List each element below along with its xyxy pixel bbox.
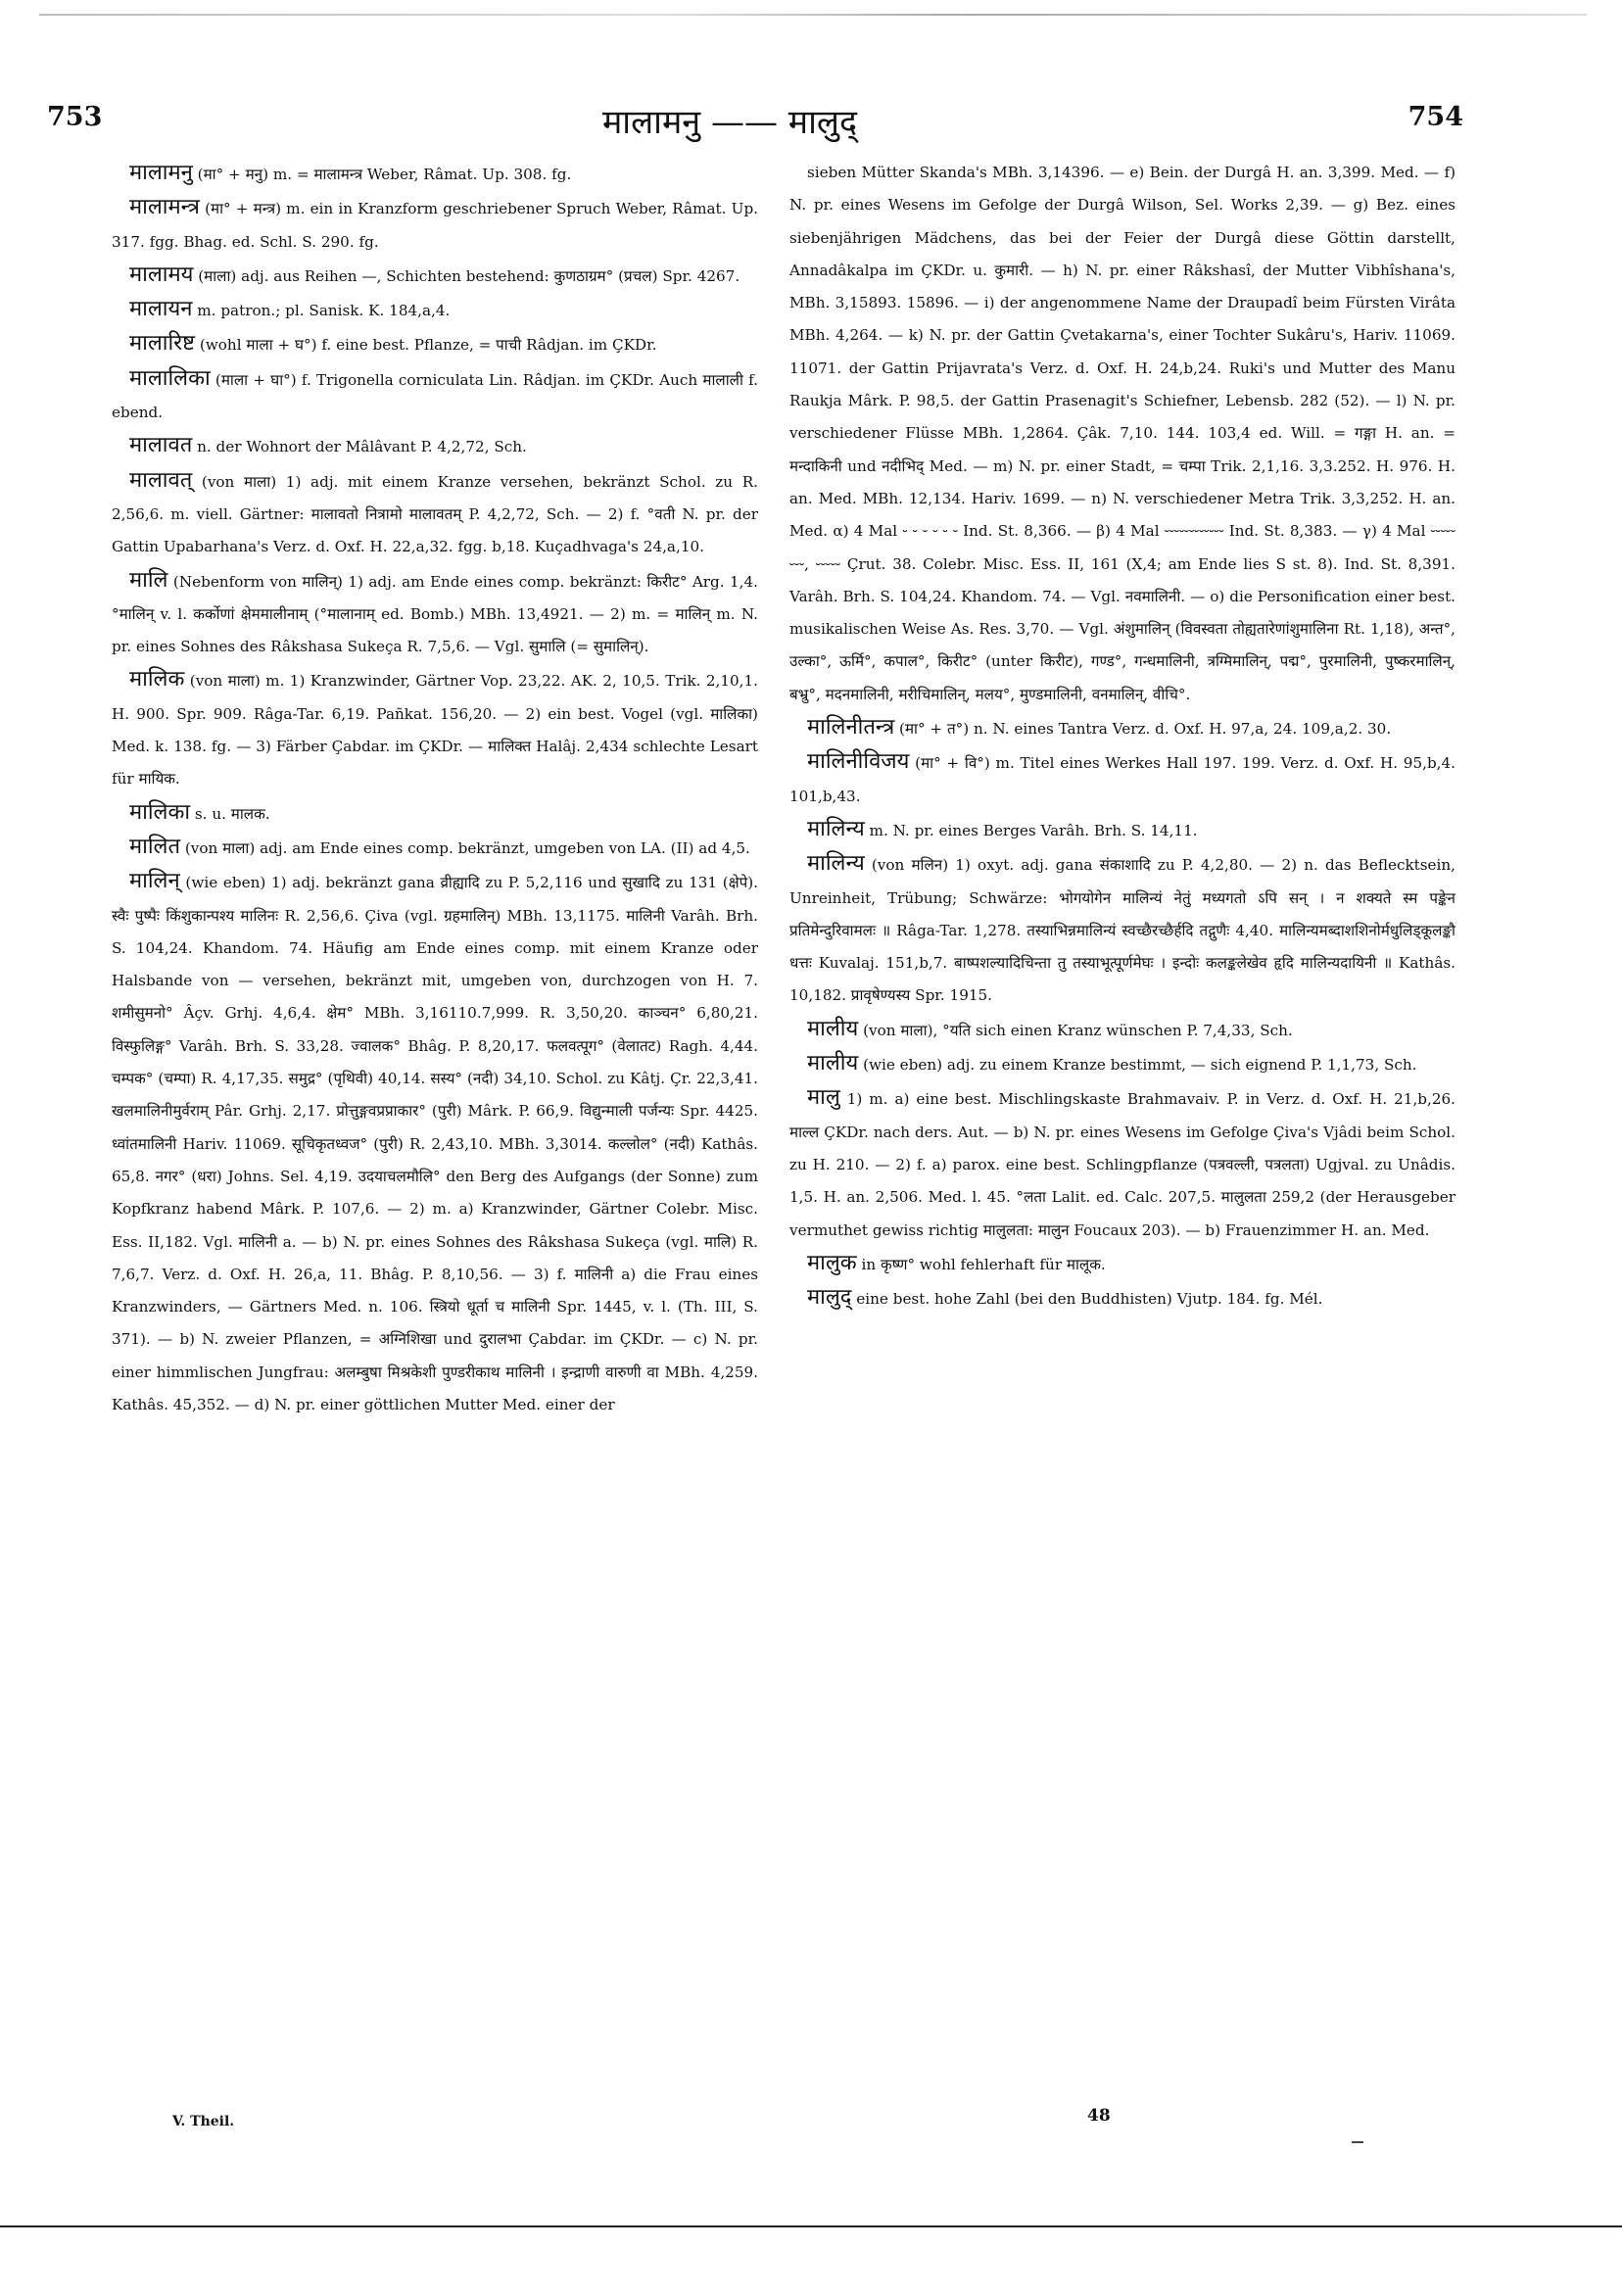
entry-text: m. patron.; pl. Sanisk. K. 184,a,4. — [197, 302, 451, 320]
entry-text: (Nebenform von मालिन्) 1) adj. am Ende eines comp. bekränzt: किरीट° Arg. 1,4. °मालिन् v. l. कर्कोणां क्षेममालीनाम् (°मालानाम् ed. Bomb.) MBh. 13,4921. — 2) m. = मालिन् m. N. pr. eines Sohnes des Râkshasa Sukeça R. 7,5,6. — Vgl. सुमालि (= सुमालिन्). — [112, 572, 758, 656]
dictionary-entry — [789, 1047, 1455, 1081]
dictionary-entry — [112, 259, 758, 293]
entry-text: m. N. pr. eines Berges Varâh. Brh. S. 14,11. — [869, 821, 1198, 839]
entry-headword: मालायन — [129, 297, 193, 322]
entry-headword: मालिनीतन्त्र — [807, 715, 895, 741]
entry-headword: मालिक — [129, 667, 185, 693]
entry-headword: मालिनीविजय — [807, 749, 910, 775]
entry-text: s. u. मालक. — [194, 804, 270, 823]
dictionary-entry — [789, 157, 1455, 711]
dictionary-entry — [789, 1247, 1455, 1281]
entry-text: sieben Mütter Skanda's MBh. 3,14396. — e) Bein. der Durgâ H. an. 3,399. Med. — f) N. pr. eines Wesens im Gefolge der Durgâ Wilson, Sel. Works 2,39. — g) Bez. eines siebenjährigen Mädchens, das bei der Feier der Durgâ diese Göttin darstellt, Annadâkalpa im ÇKDr. u. कुमारी. — h) N. pr. einer Râkshasî, der Mutter Vibhîshana's, MBh. 3,15893. 15896. — i) der angenommene Name der Draupadî beim Fürsten Virâta MBh. 4,264. — k) N. pr. der Gattin Çvetakarna's, einer Tochter Sukâru's, Hariv. 11069. 11071. der Gattin Prijavrata's Verz. d. Oxf. H. 24,b,24. Ruki's und Mutter des Manu Raukja Mârk. P. 98,5. der Gattin Prasenagit's Schiefner, Lebensb. 282 (52). — l) N. pr. verschiedener Flüsse MBh. 1,2864. Çâk. 7,10. 144. 103,4 ed. Will. = गङ्गा H. an. = मन्दाकिनी und नदीभिद् Med. — m) N. pr. einer Stadt, = चम्पा Trik. 2,1,16. 3,3.252. H. 976. H. an. Med. MBh. 12,134. Hariv. 1699. — n) N. verschiedener Metra Trik. 3,3,252. H. an. Med. α) 4 Mal ⏑ ⏑ ⏑ ⏑ ⏑ ⏑ Ind. St. 8,366. — β) 4 Mal ⏑⏑⏑⏑⏑⏑⏑⏑⏑⏑⏑⏑ Ind. St. 8,383. — γ) 4 Mal ⏑⏑⏑⏑⏑ ⏑⏑⏑, ⏑⏑⏑⏑⏑ Çrut. 38. Colebr. Misc. Ess. II, 161 (X,4; am Ende lies S st. 8). Ind. St. 8,391. Varâh. Brh. S. 104,24. Khandom. 74. — Vgl. नवमालिनी. — o) die Personification einer best. musikalischen Weise As. Res. 3,70. — Vgl. अंशुमालिन् (विवस्वता तोह्यतारेणांशुमालिना Rt. 1,18), अन्त°, उल्का°, ऊर्मि°, कपाल°, किरीट° (unter किरीट), गण्ड°, गन्धमालिनी, त्रग्मिमालिन्, पद्म°, पुरमालिनी, पुष्करमालिन्, बभ्रु°, मदनमालिनी, मरीचिमालिन्, मलय°, मुण्डमालिनी, वनमालिन्, वीचि°. — [789, 164, 1455, 703]
entry-headword: मालामनु — [129, 161, 193, 185]
dictionary-entry — [112, 865, 758, 1421]
dictionary-entry — [112, 564, 758, 664]
entry-text: n. der Wohnort der Mâlâvant P. 4,2,72, Sch. — [197, 438, 527, 456]
entry-headword: मालामन्त्र — [129, 195, 200, 220]
entry-text: in कृष्ण° wohl fehlerhaft für मालूक. — [861, 1255, 1106, 1273]
dictionary-entry — [112, 464, 758, 564]
page-number-right: 754 — [1407, 102, 1463, 132]
entry-text: (von माला), °यति sich einen Kranz wünschen P. 7,4,33, Sch. — [863, 1021, 1293, 1039]
dictionary-entry — [112, 831, 758, 865]
entry-text: (माला + घा°) f. Trigonella corniculata Lin. Râdjan. im ÇKDr. Auch मालाली f. ebend. — [112, 370, 758, 422]
dictionary-entry — [789, 1081, 1455, 1246]
entry-headword: मालिन्य — [807, 851, 865, 877]
right-column — [789, 157, 1455, 1315]
entry-headword: मालावत् — [129, 467, 193, 493]
dictionary-entry — [789, 847, 1455, 1012]
volume-note: V. Theil. — [172, 2114, 235, 2129]
dictionary-entry — [112, 327, 758, 361]
dictionary-entry — [789, 711, 1455, 745]
dictionary-entry — [789, 813, 1455, 847]
dictionary-entry — [789, 745, 1455, 813]
dictionary-entry — [112, 663, 758, 795]
dictionary-entry — [789, 1013, 1455, 1047]
entry-text: (von माला) adj. am Ende eines comp. bekränzt, umgeben von LA. (II) ad 4,5. — [184, 838, 750, 857]
entry-headword: मालुद् — [807, 1285, 852, 1311]
entry-headword: मालित — [129, 834, 181, 859]
entry-headword: मालीय — [807, 1051, 859, 1076]
entry-text: (von मलिन) 1) oxyt. adj. gana संकाशादि zu P. 4,2,80. — 2) n. das Beflecktsein, Unreinheit, Trübung; Schwärze: भोगयोगेन मालिन्यं नेतुं मध्यगतो ऽपि सन् । न शक्यते स्म पङ्केन प्रतिमेन्दुरिवामलः ॥ Râga-Tar. 1,278. तस्याभिन्नमालिन्यं स्वच्छैरच्छैर्हदि तद्गुणैः 4,40. मालिन्यमब्दाशशिनोर्मधुलिड्कूलङ्कौ धत्तः Kuvalaj. 151,b,7. बाष्पशल्यादिचिन्ता तु तस्याभूत्पूर्णमेघः । इन्दोः कलङ्कलेखेव हृदि मालिन्यदायिनी ॥ Kathâs. 10,182. प्रावृषेण्यस्य Spr. 1915. — [789, 856, 1456, 1005]
dictionary-entry — [112, 191, 758, 259]
dictionary-entry — [112, 293, 758, 327]
entry-text: (wohl माला + घ°) f. eine best. Pflanze, = पाची Râdjan. im ÇKDr. — [199, 336, 657, 355]
entry-headword: मालु — [807, 1085, 840, 1111]
entry-headword: मालामय — [129, 262, 194, 287]
entry-headword: मालुक — [807, 1250, 857, 1275]
entry-headword: मालावत — [129, 433, 193, 458]
entry-text: (von माला) m. 1) Kranzwinder, Gärtner Vop. 23,22. AK. 2, 10,5. Trik. 2,10,1. H. 900. Spr. 909. Râga-Tar. 6,19. Pañkat. 156,20. — 2) ein best. Vogel (vgl. मालिका) Med. k. 138. fg. — 3) Färber Çabdar. im ÇKDr. — मालिक्त Halâj. 2,434 schlechte Lesart für मायिक. — [112, 672, 759, 789]
entry-text: eine best. hohe Zahl (bei den Buddhisten) Vjutp. 184. fg. Mél. — [856, 1290, 1323, 1309]
left-column — [112, 157, 758, 1421]
dictionary-entry — [112, 157, 758, 191]
running-title: मालामनु —— मालुद् — [601, 103, 858, 142]
entry-text: (मा° + त°) n. N. eines Tantra Verz. d. Oxf. H. 97,a, 24. 109,a,2. 30. — [899, 720, 1392, 739]
entry-text: (wie eben) adj. zu einem Kranze bestimmt, — sich eignend P. 1,1,73, Sch. — [863, 1056, 1417, 1075]
entry-headword: मालिन्य — [807, 816, 865, 841]
entry-text: (मा° + मन्त्र) m. ein in Kranzform geschriebener Spruch Weber, Râmat. Up. 317. fgg. Bhag. ed. Schl. S. 290. fg. — [112, 200, 758, 251]
entry-headword: मालि — [129, 567, 168, 593]
entry-text: (मा° + मनु) m. = मालामन्त्र Weber, Râmat. Up. 308. fg. — [197, 166, 572, 183]
entry-headword: मालालिका — [129, 365, 211, 391]
page-header — [0, 102, 1622, 141]
entry-headword: मालिन् — [129, 869, 180, 894]
dictionary-entry — [112, 796, 758, 831]
page-number-left: 753 — [47, 102, 103, 132]
bottom-rule — [0, 2225, 1622, 2227]
dictionary-entry — [112, 429, 758, 463]
small-dash-mark — [1352, 2141, 1363, 2143]
entry-text: (von माला) 1) adj. mit einem Kranze versehen, bekränzt Schol. zu R. 2,56,6. m. viell. Gärtner: मालावतो नित्रामो मालावतम् P. 4,2,72, Sch. — 2) f. °वती N. pr. der Gattin Upabarhana's Verz. d. Oxf. H. 22,a,32. fgg. b,18. Kuçadhvaga's 24,a,10. — [112, 472, 759, 556]
entry-text: (मा° + वि°) m. Titel eines Werkes Hall 197. 199. Verz. d. Oxf. H. 95,b,4. 101,b,43. — [789, 754, 1455, 805]
entry-text: 1) m. a) eine best. Mischlingskaste Brahmavaiv. P. in Verz. d. Oxf. H. 21,b,26. माल्ल ÇKDr. nach ders. Aut. — b) N. pr. eines Wesens im Gefolge Çiva's Vjâdi beim Schol. zu H. 210. — 2) f. a) parox. eine best. Schlingpflanze (पत्रवल्ली, पत्रलता) Ugjval. zu Unâdis. 1,5. H. an. 2,506. Med. l. 45. °लता Lalit. ed. Calc. 207,5. मालुलता 259,2 (der Herausgeber vermuthet gewiss richtig मालुलता: मालुन Foucaux 203). — b) Frauenzimmer H. an. Med. — [789, 1090, 1456, 1239]
scan-top-edge — [39, 14, 1587, 16]
signature-mark: 48 — [1087, 2106, 1111, 2126]
entry-text: (wie eben) 1) adj. bekränzt gana व्रीह्यादि zu P. 5,2,116 und सुखादि zu 131 (क्षेपे). स्वैः पुष्पैः किंशुकान्पश्य मालिनः R. 2,56,6. Çiva (vgl. ग्रहमालिन्) MBh. 13,1175. मालिनी Varâh. Brh. S. 104,24. Khandom. 74. Häufig am Ende eines comp. mit einem Kranze oder Halsbande von — versehen, bekränzt mit, umgeben von, durchzogen von H. 7. शमीसुमनो° Âçv. Grhj. 4,6,4. क्षेम° MBh. 3,16110.7,999. R. 3,50,20. काञ्चन° 6,80,21. विस्फुलिङ्ग° Varâh. Brh. S. 33,28. ज्वालक° Bhâg. P. 8,20,17. फलवत्पूग° (वेलातट) Ragh. 4,44. चम्पक° (चम्पा) R. 4,17,35. समुद्र° (पृथिवी) 40,14. सस्य° (नदी) 34,10. Schol. zu Kâtj. Çr. 22,3,41. खलमालिनीमुर्वराम् Pâr. Grhj. 2,17. प्रोत्तुङ्गवप्रप्राकार° (पुरी) Mârk. P. 66,9. विद्युन्माली पर्जन्यः Spr. 4425. ध्वांतमालिनी Hariv. 11069. सूचिकृतध्वज° (पुरी) R. 2,43,10. MBh. 3,3014. कल्लोल° (नदी) Kathâs. 65,8. नगर° (धरा) Johns. Sel. 4,19. उदयाचलमौलि° den Berg des Aufgangs (der Sonne) zum Kopfkranz habend Mârk. P. 107,6. — 2) m. a) Kranzwinder, Gärtner Colebr. Misc. Ess. II,182. Vgl. मालिनी a. — b) N. pr. eines Sohnes des Râkshasa Sukeça (vgl. मालि) R. 7,6,7. Verz. d. Oxf. H. 26,a, 11. Bhâg. P. 8,10,56. — 3) f. मालिनी a) die Frau eines Kranzwinders, — Gärtners Med. n. 106. स्त्रियो धूर्ता च मालिनी Spr. 1445, v. l. (Th. III, S. 371). — b) N. zweier Pflanzen, = अग्निशिखा und दुरालभा Çabdar. im ÇKDr. — c) N. pr. einer himmlischen Jungfrau: अलम्बुषा मिश्रकेशी पुण्डरीकाथ मालिनी । इन्द्राणी वारुणी वा MBh. 4,259. Kathâs. 45,352. — d) N. pr. einer göttlichen Mutter Med. einer der — [112, 874, 759, 1413]
entry-headword: मालारिष्ट — [129, 331, 196, 357]
entry-text: (माला) adj. aus Reihen —, Schichten bestehend: कुणठाग्रम° (प्रचल) Spr. 4267. — [198, 266, 740, 285]
dictionary-entry — [112, 362, 758, 430]
dictionary-entry — [789, 1281, 1455, 1315]
entry-headword: मालिका — [129, 799, 191, 825]
entry-headword: मालीय — [807, 1016, 859, 1041]
